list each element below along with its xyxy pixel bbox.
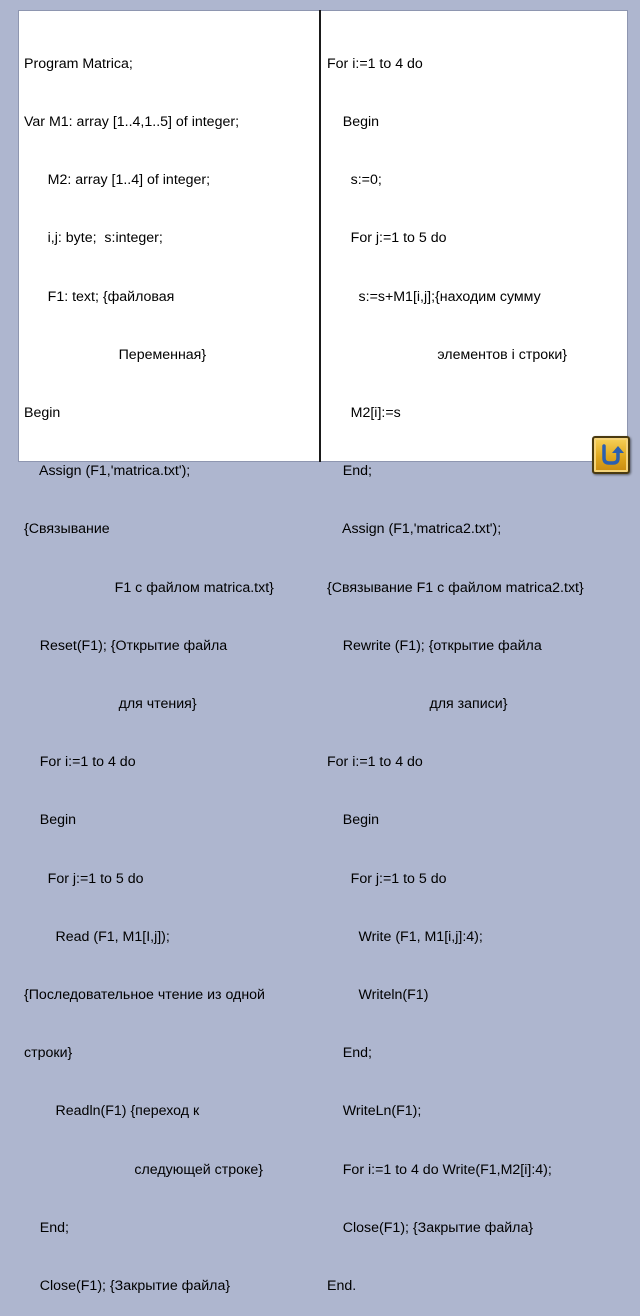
code-line: s:=s+M1[i,j];{находим сумму: [327, 288, 541, 305]
code-line: For i:=1 to 4 do: [327, 55, 423, 72]
code-line: для чтения}: [24, 696, 197, 713]
code-line: WriteLn(F1);: [327, 1103, 422, 1120]
return-button[interactable]: [592, 436, 630, 474]
code-line: End;: [327, 1045, 372, 1062]
code-line: Write (F1, M1[i,j]:4);: [327, 928, 483, 945]
code-line: Переменная}: [24, 346, 207, 363]
code-line: элементов i строки}: [327, 346, 567, 363]
code-column-right: [327, 16, 584, 1316]
code-line: Close(F1); {Закрытие файла}: [24, 1278, 231, 1295]
code-line: End;: [327, 463, 372, 480]
code-line: Begin: [24, 812, 77, 829]
code-line: M2: array [1..4] of integer;: [24, 172, 211, 189]
column-divider: [319, 10, 321, 462]
code-line: M2[i]:=s: [327, 405, 401, 422]
code-line: следующей строке}: [24, 1161, 263, 1178]
code-line: Assign (F1,'matrica.txt');: [24, 463, 191, 480]
code-line: Assign (F1,'matrica2.txt');: [327, 521, 502, 538]
code-line: Begin: [327, 812, 380, 829]
code-line: {Последовательное чтение из одной: [24, 987, 265, 1004]
code-line: For j:=1 to 5 do: [327, 870, 447, 887]
code-line: For j:=1 to 5 do: [327, 230, 447, 247]
code-line: Rewrite (F1); {открытие файла: [327, 637, 542, 654]
code-line: Reset(F1); {Открытие файла: [24, 637, 228, 654]
code-line: s:=0;: [327, 172, 382, 189]
code-line: Begin: [327, 114, 380, 131]
code-line: F1: text; {файловая: [24, 288, 175, 305]
code-line: Readln(F1) {переход к: [24, 1103, 200, 1120]
code-line: For j:=1 to 5 do: [24, 870, 144, 887]
code-line: End.: [327, 1278, 357, 1295]
code-line: {Связывание F1 с файлом matrica2.txt}: [327, 579, 584, 596]
code-line: i,j: byte; s:integer;: [24, 230, 163, 247]
code-line: Program Matrica;: [24, 55, 133, 72]
code-line: For i:=1 to 4 do: [327, 754, 423, 771]
code-line: {Связывание: [24, 521, 110, 538]
code-line: For i:=1 to 4 do: [24, 754, 136, 771]
code-line: Var M1: array [1..4,1..5] of integer;: [24, 114, 240, 131]
code-line: Read (F1, M1[I,j]);: [24, 928, 170, 945]
code-line: Writeln(F1): [327, 987, 429, 1004]
code-line: Begin: [24, 405, 61, 422]
code-line: For i:=1 to 4 do Write(F1,M2[i]:4);: [327, 1161, 552, 1178]
code-line: Close(F1); {Закрытие файла}: [327, 1219, 534, 1236]
code-column-left: [24, 16, 274, 1316]
code-line: для записи}: [327, 696, 508, 713]
code-line: F1 с файлом matrica.txt}: [24, 579, 274, 596]
code-line: строки}: [24, 1045, 73, 1062]
code-line: End;: [24, 1219, 69, 1236]
